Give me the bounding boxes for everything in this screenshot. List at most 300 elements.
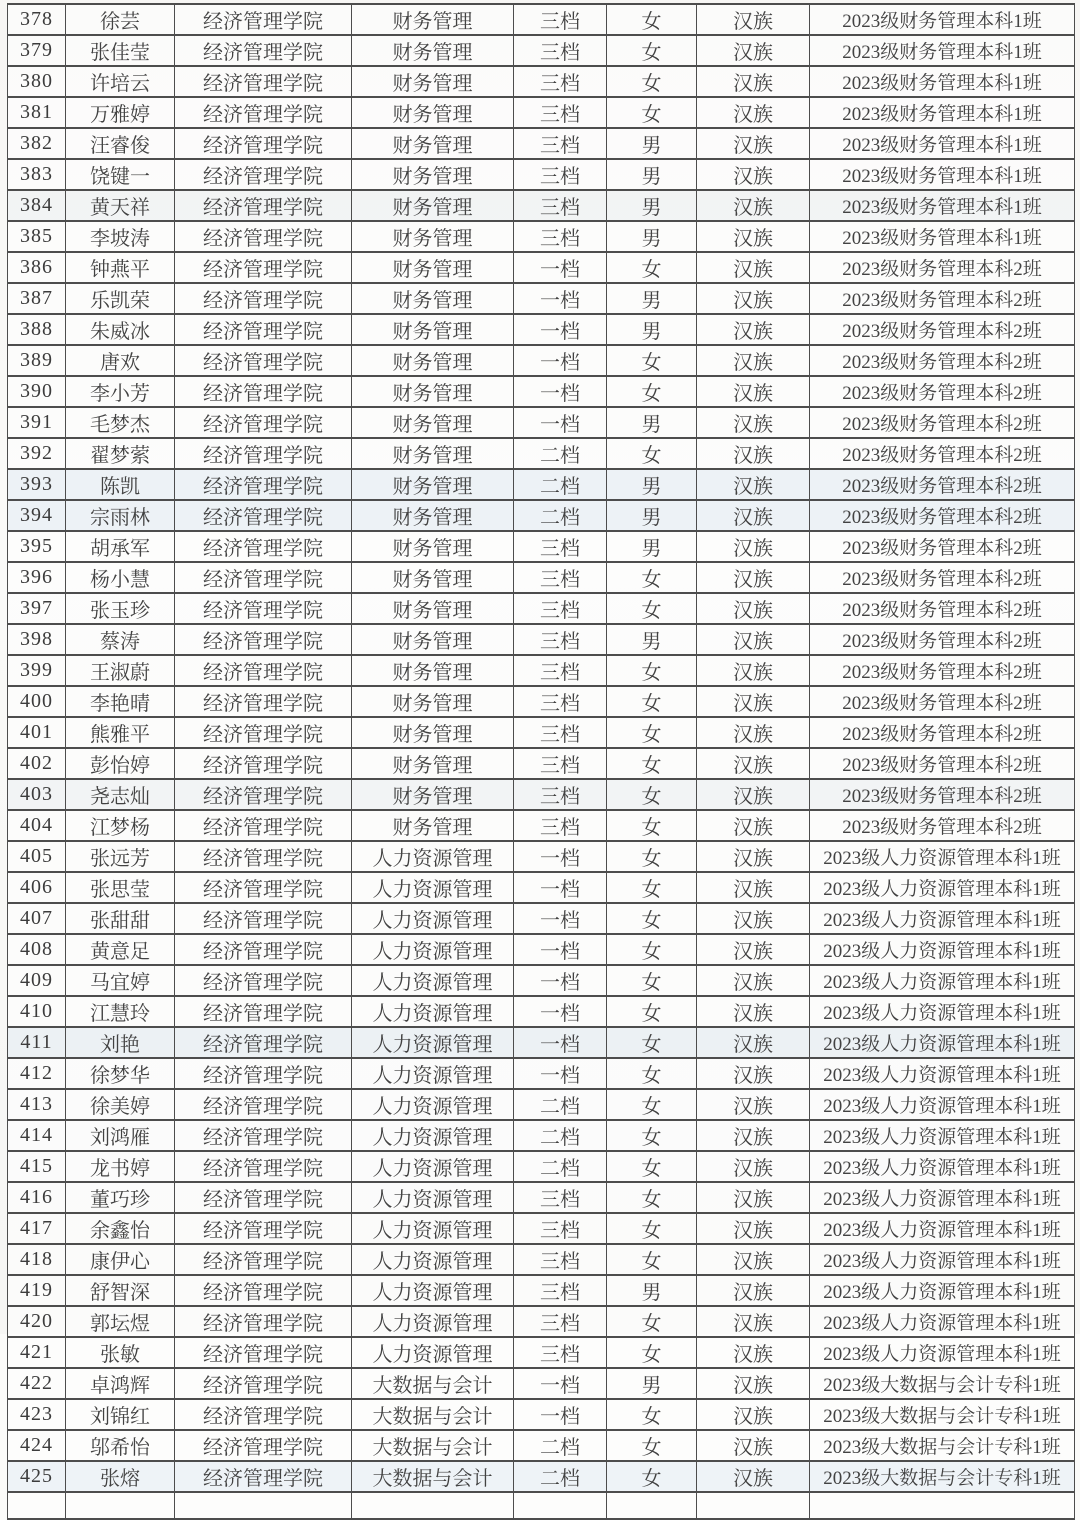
cell-ethnicity: 汉族 [697,376,810,407]
cell-level: 二档 [514,438,607,469]
cell-class-name: 2023级财务管理本科1班 [810,159,1075,190]
cell-student-name: 康伊心 [66,1244,175,1275]
cell-class-name: 2023级财务管理本科2班 [810,717,1075,748]
cell-ethnicity: 汉族 [697,1182,810,1213]
table-row [8,252,1075,283]
cell-row-number: 402 [8,748,66,779]
cell-row-number: 407 [8,903,66,934]
cell-ethnicity: 汉族 [697,500,810,531]
cell-ethnicity: 汉族 [697,407,810,438]
cell-college: 经济管理学院 [175,252,352,283]
cell-level: 一档 [514,903,607,934]
table-row [8,128,1075,159]
table-row [8,376,1075,407]
cell-row-number: 410 [8,996,66,1027]
cell-ethnicity: 汉族 [697,4,810,35]
cell-college: 经济管理学院 [175,1213,352,1244]
cell-gender: 女 [607,779,697,810]
cell-gender: 男 [607,469,697,500]
cell-level: 二档 [514,1461,607,1492]
cell-major: 财务管理 [352,4,514,35]
cell-college: 经济管理学院 [175,531,352,562]
cell-college: 经济管理学院 [175,810,352,841]
cell-row-number: 421 [8,1337,66,1368]
cell-major: 人力资源管理 [352,1058,514,1089]
cell-class-name: 2023级财务管理本科2班 [810,314,1075,345]
cell-gender: 女 [607,252,697,283]
table-row [8,810,1075,841]
cell-row-number: 406 [8,872,66,903]
cell-major: 财务管理 [352,810,514,841]
cell-college: 经济管理学院 [175,593,352,624]
cell-gender: 女 [607,562,697,593]
cell-class-name: 2023级财务管理本科2班 [810,562,1075,593]
cell-gender: 女 [607,1027,697,1058]
cell-level: 三档 [514,1182,607,1213]
cell-class-name: 2023级财务管理本科2班 [810,655,1075,686]
table-row [8,1337,1075,1368]
cell-gender: 男 [607,190,697,221]
table-row [8,996,1075,1027]
cell-college: 经济管理学院 [175,965,352,996]
cell-student-name: 马宜婷 [66,965,175,996]
cell-row-number: 409 [8,965,66,996]
cell-gender: 女 [607,934,697,965]
cell-ethnicity: 汉族 [697,159,810,190]
table-row [8,686,1075,717]
cell-level: 三档 [514,1306,607,1337]
table-row [8,159,1075,190]
cell-major: 人力资源管理 [352,1027,514,1058]
cell-class-name: 2023级财务管理本科1班 [810,221,1075,252]
cell-level: 三档 [514,562,607,593]
cell-gender: 女 [607,66,697,97]
cell-gender: 男 [607,1275,697,1306]
cell-class-name: 2023级财务管理本科1班 [810,190,1075,221]
cell-student-name: 张玉珍 [66,593,175,624]
cell-row-number: 408 [8,934,66,965]
cell-college: 经济管理学院 [175,748,352,779]
cell-major: 财务管理 [352,283,514,314]
cell-class-name: 2023级财务管理本科2班 [810,593,1075,624]
cell-ethnicity: 汉族 [697,934,810,965]
cell-row-number: 391 [8,407,66,438]
cell-college: 经济管理学院 [175,438,352,469]
cell-class-name: 2023级人力资源管理本科1班 [810,965,1075,996]
cell-gender: 女 [607,748,697,779]
cell-gender: 女 [607,1151,697,1182]
cell-student-name: 江梦杨 [66,810,175,841]
cell-ethnicity: 汉族 [697,841,810,872]
cell-ethnicity: 汉族 [697,996,810,1027]
cell-major: 人力资源管理 [352,1120,514,1151]
cell-gender: 男 [607,283,697,314]
cell-student-name: 张远芳 [66,841,175,872]
cell-ethnicity: 汉族 [697,314,810,345]
cell-class-name: 2023级财务管理本科2班 [810,283,1075,314]
cell-level: 一档 [514,1058,607,1089]
cell-row-number: 379 [8,35,66,66]
cell-major: 财务管理 [352,500,514,531]
cell-college: 经济管理学院 [175,1151,352,1182]
table-row [8,190,1075,221]
table-row [8,717,1075,748]
cell-row-number: 387 [8,283,66,314]
cell-class-name: 2023级财务管理本科2班 [810,469,1075,500]
cell-major [352,1492,514,1519]
cell-level: 三档 [514,190,607,221]
cell-college: 经济管理学院 [175,1027,352,1058]
cell-ethnicity: 汉族 [697,1430,810,1461]
cell-ethnicity: 汉族 [697,1337,810,1368]
cell-college: 经济管理学院 [175,376,352,407]
table-row [8,655,1075,686]
table-row [8,1027,1075,1058]
cell-ethnicity: 汉族 [697,190,810,221]
cell-student-name: 刘艳 [66,1027,175,1058]
cell-level: 一档 [514,965,607,996]
cell-level: 一档 [514,1027,607,1058]
cell-ethnicity: 汉族 [697,1399,810,1430]
cell-row-number [8,1492,66,1519]
cell-ethnicity: 汉族 [697,1151,810,1182]
cell-ethnicity: 汉族 [697,1461,810,1492]
cell-level: 三档 [514,66,607,97]
cell-level: 二档 [514,1120,607,1151]
table-row [8,4,1075,35]
cell-ethnicity: 汉族 [697,66,810,97]
cell-level: 一档 [514,252,607,283]
cell-college: 经济管理学院 [175,1368,352,1399]
table-row [8,965,1075,996]
cell-gender: 女 [607,810,697,841]
table-row [8,66,1075,97]
cell-level: 三档 [514,686,607,717]
cell-ethnicity: 汉族 [697,686,810,717]
cell-level: 一档 [514,1399,607,1430]
cell-row-number: 401 [8,717,66,748]
cell-ethnicity: 汉族 [697,252,810,283]
cell-level: 一档 [514,1368,607,1399]
cell-student-name: 蔡涛 [66,624,175,655]
cell-college: 经济管理学院 [175,1182,352,1213]
cell-class-name: 2023级财务管理本科2班 [810,376,1075,407]
cell-college: 经济管理学院 [175,314,352,345]
cell-level: 三档 [514,1213,607,1244]
cell-ethnicity: 汉族 [697,1027,810,1058]
cell-major: 大数据与会计 [352,1399,514,1430]
cell-level: 一档 [514,283,607,314]
cell-college: 经济管理学院 [175,190,352,221]
table-row [8,531,1075,562]
cell-ethnicity: 汉族 [697,872,810,903]
cell-row-number: 389 [8,345,66,376]
cell-class-name: 2023级财务管理本科2班 [810,407,1075,438]
cell-ethnicity: 汉族 [697,221,810,252]
cell-student-name: 万雅婷 [66,97,175,128]
cell-college: 经济管理学院 [175,1337,352,1368]
cell-gender: 男 [607,1368,697,1399]
cell-gender: 女 [607,1182,697,1213]
cell-level: 三档 [514,128,607,159]
table-row [8,35,1075,66]
cell-major: 财务管理 [352,252,514,283]
cell-gender: 男 [607,500,697,531]
cell-ethnicity [697,1492,810,1519]
cell-row-number: 392 [8,438,66,469]
cell-major: 财务管理 [352,407,514,438]
cell-gender: 女 [607,872,697,903]
cell-level: 三档 [514,810,607,841]
table-row [8,748,1075,779]
cell-major: 人力资源管理 [352,1182,514,1213]
cell-major: 人力资源管理 [352,1306,514,1337]
cell-student-name: 翟梦萦 [66,438,175,469]
cell-major: 人力资源管理 [352,1151,514,1182]
cell-major: 财务管理 [352,97,514,128]
cell-major: 财务管理 [352,531,514,562]
cell-level: 三档 [514,748,607,779]
cell-college: 经济管理学院 [175,872,352,903]
cell-level: 一档 [514,376,607,407]
cell-major: 财务管理 [352,686,514,717]
cell-major: 人力资源管理 [352,965,514,996]
cell-student-name: 董巧珍 [66,1182,175,1213]
student-table-body [8,4,1075,1519]
cell-major: 人力资源管理 [352,1275,514,1306]
cell-level: 三档 [514,624,607,655]
cell-level: 一档 [514,934,607,965]
cell-college: 经济管理学院 [175,1461,352,1492]
cell-level: 一档 [514,345,607,376]
cell-college: 经济管理学院 [175,283,352,314]
cell-level: 一档 [514,841,607,872]
cell-row-number: 394 [8,500,66,531]
cell-row-number: 404 [8,810,66,841]
table-row [8,903,1075,934]
cell-major: 人力资源管理 [352,872,514,903]
table-row [8,593,1075,624]
cell-class-name: 2023级人力资源管理本科1班 [810,1120,1075,1151]
cell-level: 三档 [514,35,607,66]
cell-college: 经济管理学院 [175,717,352,748]
table-row [8,500,1075,531]
cell-level: 二档 [514,469,607,500]
cell-row-number: 396 [8,562,66,593]
cell-class-name: 2023级财务管理本科2班 [810,748,1075,779]
cell-row-number: 380 [8,66,66,97]
cell-row-number: 384 [8,190,66,221]
cell-ethnicity: 汉族 [697,748,810,779]
cell-student-name: 王淑蔚 [66,655,175,686]
cell-gender: 女 [607,593,697,624]
cell-row-number: 411 [8,1027,66,1058]
cell-row-number: 395 [8,531,66,562]
cell-major: 财务管理 [352,655,514,686]
cell-row-number: 416 [8,1182,66,1213]
table-row [8,1430,1075,1461]
cell-student-name: 张熔 [66,1461,175,1492]
cell-class-name: 2023级财务管理本科2班 [810,810,1075,841]
cell-level: 三档 [514,593,607,624]
table-row [8,624,1075,655]
cell-college: 经济管理学院 [175,686,352,717]
cell-level: 一档 [514,996,607,1027]
cell-class-name: 2023级人力资源管理本科1班 [810,1306,1075,1337]
cell-class-name: 2023级财务管理本科2班 [810,500,1075,531]
cell-student-name: 郭坛煜 [66,1306,175,1337]
cell-gender: 女 [607,996,697,1027]
cell-college: 经济管理学院 [175,1120,352,1151]
cell-ethnicity: 汉族 [697,1089,810,1120]
cell-student-name: 张敏 [66,1337,175,1368]
cell-gender: 女 [607,345,697,376]
cell-major: 人力资源管理 [352,1213,514,1244]
cell-class-name: 2023级人力资源管理本科1班 [810,1089,1075,1120]
cell-row-number: 425 [8,1461,66,1492]
cell-major: 人力资源管理 [352,934,514,965]
cell-ethnicity: 汉族 [697,779,810,810]
cell-class-name: 2023级财务管理本科1班 [810,66,1075,97]
cell-college: 经济管理学院 [175,35,352,66]
cell-student-name: 舒智深 [66,1275,175,1306]
cell-class-name: 2023级大数据与会计专科1班 [810,1368,1075,1399]
cell-college: 经济管理学院 [175,1244,352,1275]
cell-gender: 女 [607,1430,697,1461]
cell-college: 经济管理学院 [175,1058,352,1089]
cell-gender: 女 [607,1337,697,1368]
cell-level: 三档 [514,4,607,35]
cell-major: 财务管理 [352,345,514,376]
cell-row-number: 386 [8,252,66,283]
table-row [8,562,1075,593]
cell-ethnicity: 汉族 [697,624,810,655]
cell-student-name: 杨小慧 [66,562,175,593]
cell-college: 经济管理学院 [175,1306,352,1337]
cell-row-number: 419 [8,1275,66,1306]
table-row [8,407,1075,438]
cell-student-name: 陈凯 [66,469,175,500]
cell-student-name: 宗雨林 [66,500,175,531]
table-row [8,345,1075,376]
cell-ethnicity: 汉族 [697,655,810,686]
cell-gender: 男 [607,314,697,345]
cell-ethnicity: 汉族 [697,469,810,500]
cell-student-name: 尧志灿 [66,779,175,810]
cell-major: 人力资源管理 [352,903,514,934]
cell-college: 经济管理学院 [175,841,352,872]
table-row [8,1120,1075,1151]
cell-ethnicity: 汉族 [697,717,810,748]
cell-row-number: 381 [8,97,66,128]
cell-level: 二档 [514,1151,607,1182]
table-row [8,1058,1075,1089]
cell-class-name: 2023级人力资源管理本科1班 [810,872,1075,903]
cell-gender: 女 [607,686,697,717]
table-row [8,469,1075,500]
cell-class-name: 2023级人力资源管理本科1班 [810,1337,1075,1368]
cell-student-name: 李艳晴 [66,686,175,717]
cell-row-number: 403 [8,779,66,810]
cell-student-name: 龙书婷 [66,1151,175,1182]
cell-ethnicity: 汉族 [697,283,810,314]
cell-college: 经济管理学院 [175,221,352,252]
cell-college: 经济管理学院 [175,128,352,159]
cell-student-name: 乐凯荣 [66,283,175,314]
cell-major: 人力资源管理 [352,996,514,1027]
cell-level: 二档 [514,500,607,531]
cell-ethnicity: 汉族 [697,1058,810,1089]
cell-ethnicity: 汉族 [697,128,810,159]
cell-major: 财务管理 [352,159,514,190]
table-row [8,934,1075,965]
cell-level: 三档 [514,1337,607,1368]
table-row [8,1151,1075,1182]
cell-college: 经济管理学院 [175,779,352,810]
cell-student-name: 饶键一 [66,159,175,190]
cell-row-number: 398 [8,624,66,655]
cell-ethnicity: 汉族 [697,1275,810,1306]
cell-class-name: 2023级人力资源管理本科1班 [810,1027,1075,1058]
cell-ethnicity: 汉族 [697,1213,810,1244]
cell-student-name: 邬希怡 [66,1430,175,1461]
cell-student-name: 李小芳 [66,376,175,407]
cell-row-number: 382 [8,128,66,159]
cell-student-name: 刘锦红 [66,1399,175,1430]
table-row [8,283,1075,314]
cell-college: 经济管理学院 [175,97,352,128]
cell-class-name: 2023级人力资源管理本科1班 [810,1151,1075,1182]
cell-major: 财务管理 [352,748,514,779]
cell-college: 经济管理学院 [175,66,352,97]
cell-ethnicity: 汉族 [697,1120,810,1151]
cell-college: 经济管理学院 [175,4,352,35]
cell-gender: 男 [607,159,697,190]
cell-ethnicity: 汉族 [697,1368,810,1399]
table-row [8,841,1075,872]
cell-student-name: 张佳莹 [66,35,175,66]
cell-row-number: 378 [8,4,66,35]
cell-student-name: 毛梦杰 [66,407,175,438]
cell-class-name: 2023级人力资源管理本科1班 [810,996,1075,1027]
cell-gender: 女 [607,1244,697,1275]
cell-row-number: 424 [8,1430,66,1461]
table-row [8,1399,1075,1430]
cell-student-name: 卓鸿辉 [66,1368,175,1399]
cell-row-number: 390 [8,376,66,407]
cell-student-name: 胡承军 [66,531,175,562]
cell-student-name: 李坡涛 [66,221,175,252]
cell-class-name: 2023级人力资源管理本科1班 [810,1244,1075,1275]
cell-student-name: 江慧玲 [66,996,175,1027]
cell-student-name: 张思莹 [66,872,175,903]
cell-row-number: 423 [8,1399,66,1430]
cell-ethnicity: 汉族 [697,97,810,128]
cell-college: 经济管理学院 [175,1275,352,1306]
cell-row-number: 422 [8,1368,66,1399]
cell-gender: 男 [607,531,697,562]
cell-gender: 女 [607,965,697,996]
cell-level: 二档 [514,1430,607,1461]
cell-student-name: 徐芸 [66,4,175,35]
cell-gender: 女 [607,841,697,872]
cell-major: 人力资源管理 [352,1244,514,1275]
cell-student-name: 徐美婷 [66,1089,175,1120]
cell-class-name: 2023级人力资源管理本科1班 [810,841,1075,872]
cell-major: 财务管理 [352,469,514,500]
cell-gender: 女 [607,1089,697,1120]
cell-college: 经济管理学院 [175,934,352,965]
